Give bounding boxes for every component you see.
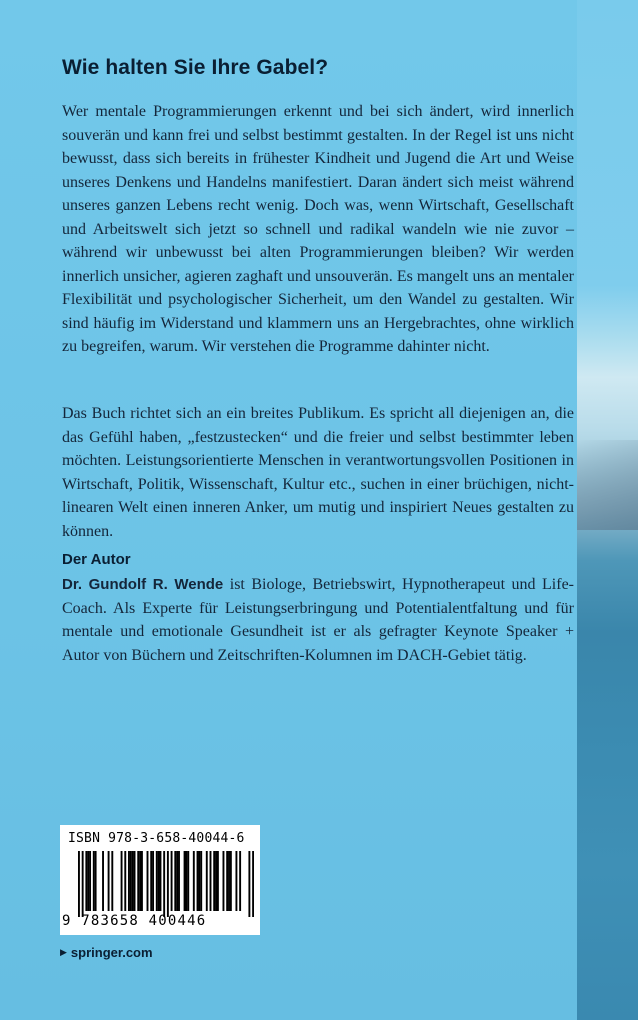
barcode-bar xyxy=(147,851,149,911)
barcode-bar xyxy=(200,851,202,911)
barcode-bar xyxy=(185,851,187,911)
barcode-bar xyxy=(248,851,250,917)
barcode-bar xyxy=(193,851,195,911)
barcode-bar xyxy=(213,851,215,911)
barcode-bar xyxy=(124,851,126,911)
isbn-barcode-box xyxy=(60,825,260,935)
barcode-bar xyxy=(132,851,134,911)
barcode-bar xyxy=(198,851,200,911)
barcode-bar xyxy=(176,851,178,911)
book-tagline-title: Wie halten Sie Ihre Gabel? xyxy=(62,56,329,79)
barcode-bar xyxy=(174,851,176,911)
barcode-bar xyxy=(178,851,180,911)
publisher-link[interactable] xyxy=(60,945,153,960)
barcode-bar xyxy=(197,851,199,911)
spine-mountain xyxy=(577,440,638,530)
barcode-bar xyxy=(137,851,139,911)
barcode-bar xyxy=(252,851,254,917)
publisher-label: springer.com xyxy=(70,945,153,960)
blurb-paragraph-2: Das Buch richtet sich an ein breites Publikum. Es spricht all diejenigen an, die das Gefühl haben, „festzustecken“ und die freier und selbst bestimmter leben möchten. Leistungsorientierte Menschen in verantwortungsvollen Positionen in Wirtschaft, Politik, Wissenschaft, Kultur etc., suchen in einer brüchigen, nicht-linearen Welt einen inneren Anker, um mutig und inspiriert Neues gestalten zu können. xyxy=(62,405,574,540)
barcode-bar xyxy=(206,851,208,911)
blurb-paragraph-1: Wer mentale Programmierungen erkennt und bei sich ändert, wird innerlich souverän und kann frei und selbst bestimmt gestalten. In der Regel ist uns nicht bewusst, dass sich bereits in frühester Kindheit und Jugend die Art und Weise unseres Denkens und Handelns manifestiert. Daran ändert sich meist während unseres ganzen Lebens recht wenig. Doch was, wenn Wirtschaft, Gesellschaft und Arbeitswelt sich jetzt so schnell und radikal wandeln wie nie zuvor – während wir unbewusst bei alten Programmierungen bleiben? Wir werden innerlich unsicher, agieren zaghaft und unsouverän. Es mangelt uns an mentaler Flexibilität und psychologischer Sicherheit, um den Wandel zu gestalten. Wir sind häufig im Widerstand und klammern uns an Hergebrachtes, ohne wirklich zu begreifen, warum. Wir verstehen die Programme dahinter nicht. xyxy=(62,103,574,355)
author-bio xyxy=(62,573,574,667)
triangle-right-icon: ▶ xyxy=(60,947,67,957)
barcode-bar xyxy=(210,851,212,911)
barcode-bar xyxy=(85,851,87,911)
barcode-bar xyxy=(167,851,169,917)
barcode-bar xyxy=(156,851,158,911)
barcode-bar xyxy=(128,851,130,911)
barcode-bar xyxy=(78,851,80,917)
barcode-bar xyxy=(226,851,228,911)
barcode-bar xyxy=(102,851,104,911)
barcode-bar xyxy=(89,851,91,911)
barcode-bar xyxy=(111,851,113,911)
barcode-graphic xyxy=(66,851,254,917)
author-heading: Der Autor xyxy=(62,551,131,568)
isbn-label: ISBN 978-3-658-40044-6 xyxy=(68,831,245,846)
barcode-bar xyxy=(184,851,186,911)
barcode-digits: 9 783658 400446 xyxy=(62,913,207,929)
barcode-bar xyxy=(239,851,241,911)
author-name: Dr. Gundolf R. Wende xyxy=(62,576,224,593)
barcode-bar xyxy=(141,851,143,911)
author-bio-text: ist Biologe, Betriebswirt, Hypnotherapeut und Life-Coach. Als Experte für Leistungserbringung und Potentialentfaltung und für mentale und emotionale Gesundheit ist er als gefragter Keynote Speaker + Autor von Büchern und Zeitschriften-Kolumnen im DACH-Gebiet tätig. xyxy=(62,576,574,664)
barcode-bar xyxy=(152,851,154,911)
barcode-bar xyxy=(160,851,162,911)
barcode-bar xyxy=(230,851,232,911)
barcode-bar xyxy=(163,851,165,917)
barcode-bar xyxy=(121,851,123,911)
barcode-bar xyxy=(134,851,136,911)
barcode-bar xyxy=(87,851,89,911)
barcode-bar xyxy=(139,851,141,911)
barcode-bar xyxy=(223,851,225,911)
barcode-bar xyxy=(82,851,84,917)
barcode-bar xyxy=(158,851,160,911)
barcode-bar xyxy=(150,851,152,911)
barcode-bar xyxy=(95,851,97,911)
barcode-bar xyxy=(130,851,132,911)
barcode-bar xyxy=(93,851,95,911)
barcode-bar xyxy=(171,851,173,911)
barcode-bar xyxy=(215,851,217,911)
barcode-bar xyxy=(228,851,230,911)
barcode-bar xyxy=(108,851,110,911)
barcode-bar xyxy=(217,851,219,911)
barcode-bar xyxy=(235,851,237,911)
barcode-bar xyxy=(187,851,189,911)
